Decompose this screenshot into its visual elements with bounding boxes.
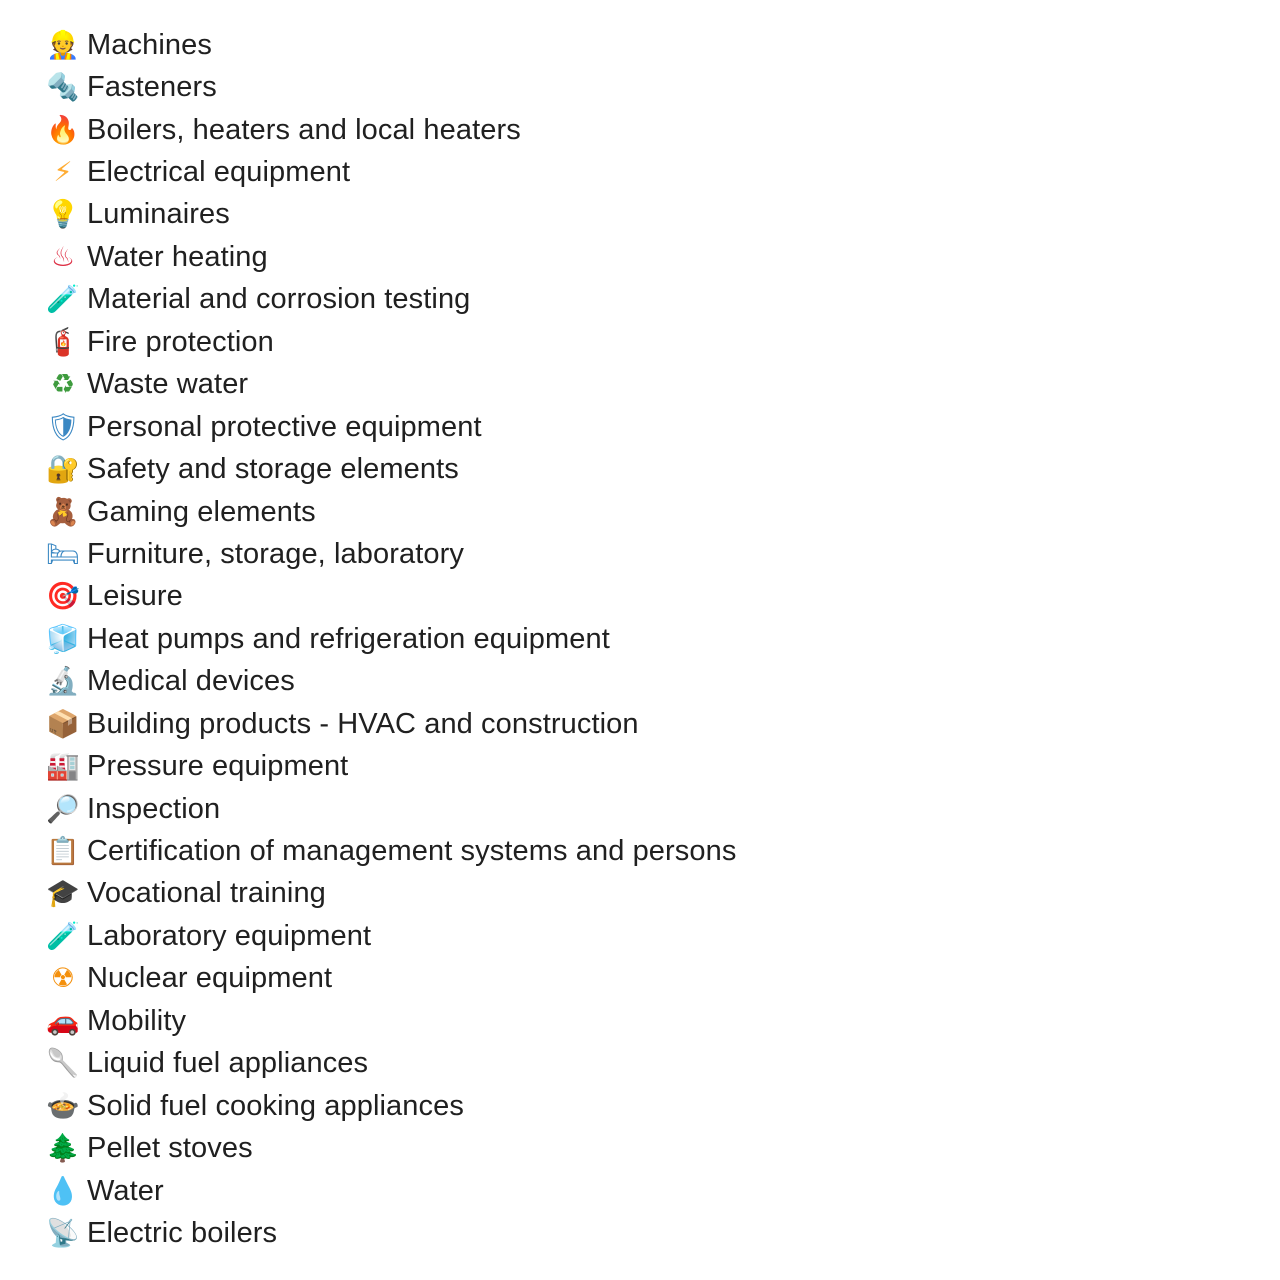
- category-item[interactable]: [46, 194, 736, 236]
- category-label: Luminaires: [87, 198, 230, 231]
- category-label: Water: [87, 1174, 164, 1207]
- category-item[interactable]: [46, 576, 736, 618]
- category-item[interactable]: [46, 279, 736, 321]
- screwdriver-icon: 🔩: [46, 72, 80, 104]
- category-item[interactable]: [46, 1127, 736, 1169]
- category-label: Pressure equipment: [87, 750, 349, 783]
- category-item[interactable]: [46, 491, 736, 533]
- category-item[interactable]: [46, 364, 736, 406]
- category-item[interactable]: [46, 321, 736, 363]
- category-item[interactable]: [46, 958, 736, 1000]
- category-label: Liquid fuel appliances: [87, 1047, 369, 1080]
- category-label: Leisure: [87, 580, 183, 613]
- category-label: Water heating: [87, 240, 268, 273]
- car-icon: 🚗: [46, 1005, 80, 1037]
- category-label: Fasteners: [87, 71, 217, 104]
- category-label: Fire protection: [87, 325, 274, 358]
- category-item[interactable]: [46, 745, 736, 787]
- category-item[interactable]: [46, 1212, 736, 1254]
- graduation-cap-icon: 🎓: [46, 878, 80, 910]
- light-bulb-icon: 💡: [46, 199, 80, 231]
- shield-icon: 🛡: [45, 411, 81, 443]
- clipboard-icon: 📋: [46, 836, 80, 868]
- category-label: Nuclear equipment: [87, 962, 333, 995]
- category-item[interactable]: [46, 533, 736, 575]
- category-item[interactable]: [46, 109, 736, 151]
- hot-springs-icon: ♨: [50, 241, 76, 273]
- category-item[interactable]: [46, 66, 736, 108]
- test-tube-icon: 🧪: [46, 920, 80, 952]
- cooking-pot-icon: 🍲: [46, 1090, 80, 1122]
- category-list: [46, 24, 736, 1255]
- category-item[interactable]: [46, 618, 736, 660]
- category-item[interactable]: [46, 1000, 736, 1042]
- category-label: Boilers, heaters and local heaters: [87, 113, 521, 146]
- category-label: Personal protective equipment: [87, 410, 482, 443]
- category-label: Material and corrosion testing: [87, 283, 471, 316]
- category-item[interactable]: [46, 151, 736, 193]
- category-label: Machines: [87, 28, 212, 61]
- category-label: Gaming elements: [87, 495, 316, 528]
- category-item[interactable]: [46, 406, 736, 448]
- category-item[interactable]: [46, 788, 736, 830]
- category-label: Building products - HVAC and construction: [87, 707, 639, 740]
- satellite-dish-icon: 📡: [46, 1217, 80, 1249]
- category-label: Furniture, storage, laboratory: [87, 537, 464, 570]
- category-label: Certification of management systems and persons: [87, 835, 737, 868]
- category-label: Safety and storage elements: [87, 453, 459, 486]
- category-item[interactable]: [46, 873, 736, 915]
- category-label: Heat pumps and refrigeration equipment: [87, 622, 610, 655]
- fire-icon: 🔥: [46, 114, 80, 146]
- magnifying-glass-icon: 🔎: [46, 793, 80, 825]
- category-label: Inspection: [87, 792, 221, 825]
- radioactive-icon: ☢: [50, 963, 76, 995]
- teddy-bear-icon: 🧸: [46, 496, 80, 528]
- spoon-icon: 🥄: [46, 1048, 80, 1080]
- category-item[interactable]: [46, 448, 736, 490]
- target-icon: 🎯: [46, 581, 80, 613]
- category-label: Electrical equipment: [87, 156, 351, 189]
- category-item[interactable]: [46, 1170, 736, 1212]
- category-label: Electric boilers: [87, 1216, 278, 1249]
- microscope-icon: 🔬: [46, 666, 80, 698]
- bed-icon: 🛏: [45, 538, 81, 570]
- category-label: Solid fuel cooking appliances: [87, 1089, 464, 1122]
- category-item[interactable]: [46, 661, 736, 703]
- lock-with-key-icon: 🔐: [46, 454, 80, 486]
- ice-cube-icon: 🧊: [46, 623, 80, 655]
- category-item[interactable]: [46, 1085, 736, 1127]
- category-item[interactable]: [46, 24, 736, 66]
- evergreen-tree-icon: 🌲: [46, 1133, 80, 1165]
- droplet-icon: 💧: [46, 1175, 80, 1207]
- factory-icon: 🏭: [46, 751, 80, 783]
- lightning-icon: ⚡: [53, 157, 73, 189]
- category-label: Laboratory equipment: [87, 919, 372, 952]
- construction-worker-icon: 👷: [46, 29, 80, 61]
- category-label: Medical devices: [87, 665, 295, 698]
- fire-extinguisher-icon: 🧯: [46, 326, 80, 358]
- category-label: Pellet stoves: [87, 1132, 253, 1165]
- category-item[interactable]: [46, 830, 736, 872]
- category-item[interactable]: [46, 236, 736, 278]
- category-item[interactable]: [46, 703, 736, 745]
- category-label: Waste water: [87, 368, 249, 401]
- recycling-icon: ♻: [50, 369, 76, 401]
- package-icon: 📦: [46, 708, 80, 740]
- category-label: Vocational training: [87, 877, 326, 910]
- category-label: Mobility: [87, 1004, 187, 1037]
- category-item[interactable]: [46, 915, 736, 957]
- category-item[interactable]: [46, 1043, 736, 1085]
- test-tube-icon: 🧪: [46, 284, 80, 316]
